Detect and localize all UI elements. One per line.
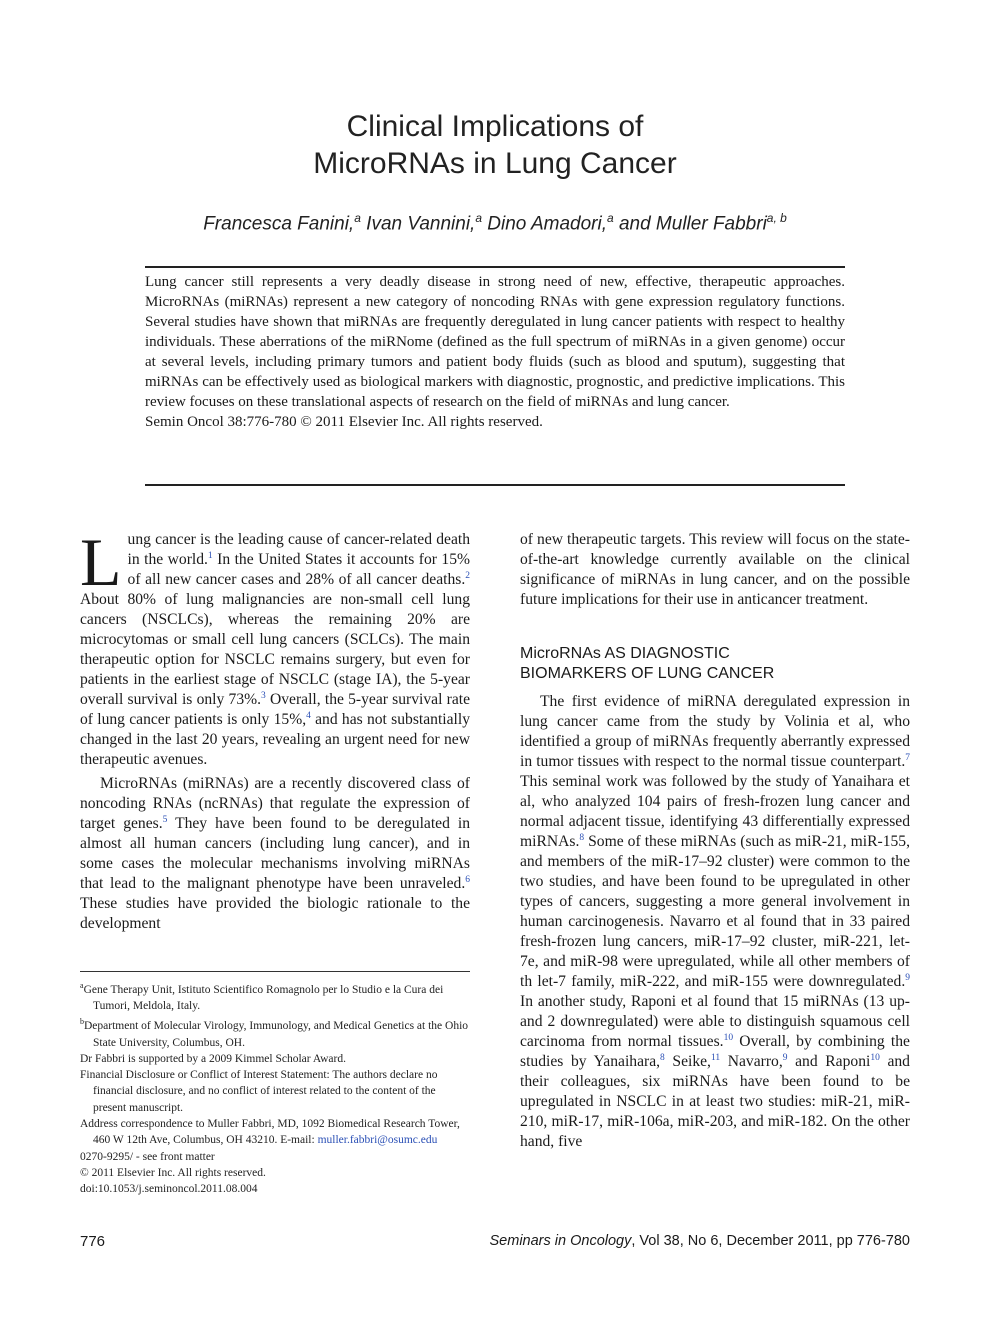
issn-note: 0270-9295/ - see front matter: [80, 1150, 215, 1163]
affiliation-a: [80, 978, 470, 1014]
drop-cap: L: [80, 524, 122, 600]
journal-name: Seminars in Oncology: [489, 1233, 632, 1249]
correspondence-note: [80, 1116, 470, 1149]
reference-link[interactable]: 8: [660, 1052, 665, 1063]
email-link[interactable]: muller.fabbri@osumc.edu: [317, 1134, 438, 1147]
support-note: Dr Fabbri is supported by a 2009 Kimmel Scholar Award.: [80, 1052, 346, 1065]
text-run: This seminal work was followed by the study of Yanaihara et al, who analyzed 104 pairs of fresh-frozen lung cancer and normal adjacent tissue, identifying 43 differentially expressed miRNAs.: [520, 773, 910, 850]
text-run: MicroRNAs (miRNAs) are a recently discovered class of noncoding RNAs (ncRNAs) that regulate the expression of target genes.: [80, 775, 470, 832]
text-run: Some of these miRNAs (such as miR-21, miR-155, and members of the miR-17–92 cluster) were common to the two studies, and have been found to be upregulated in other types of cancers, suggesting a more general involvement in human carcinogenesis. Navarro et al found that in 33 paired fresh-frozen lung cancers, miR-17–92 cluster, miR-221, let-7e, and miR-98 were upregulated, while all other members of th let-7 family, miR-222, and miR-155 were downregulated.: [520, 833, 910, 990]
footnote-rule: [80, 971, 470, 972]
text-run: The first evidence of miRNA deregulated expression in lung cancer came from the study by Volinia et al, who identified a group of miRNAs frequently aberrantly expressed in tumor tissues with respect to the normal tissue counterpart.: [520, 693, 910, 770]
reference-link[interactable]: 7: [905, 752, 910, 763]
text-run: In another study, Raponi et al found that 15 miRNAs (13 up- and 2 downregulated) were able to distinguish squamous cell carcinoma from normal tissues.: [520, 993, 910, 1050]
reference-link[interactable]: 1: [207, 550, 213, 561]
section-heading-line-2: BIOMARKERS OF LUNG CANCER: [520, 665, 775, 682]
article-title: [0, 108, 990, 182]
abstract-text: Lung cancer still represents a very deadly disease in strong need of new, effective, therapeutic approaches. MicroRNAs (miRNAs) represent a new category of noncoding RNAs with gene expression regulatory functions. Several studies have shown that miRNAs are frequently deregulated in lung cancer patients with respect to healthy individuals. These aberrations of the miRNome (defined as the full spectrum of miRNAs in a given genome) occur at several levels, including primary tumors and patient body fluids (such as blood and sputum), suggesting that miRNAs can be effectively used as biological markers with diagnostic, prognostic, and predictive implications. This review focuses on these translational aspects of research on the field of miRNAs and lung cancer.: [145, 274, 845, 410]
left-column: [80, 524, 471, 934]
intro-paragraph-3: of new therapeutic targets. This review will focus on the state-of-the-art knowledge currently available on the clinical significance of miRNAs in lung cancer, and on the possible future implications for their use in anticancer treatment.: [520, 531, 910, 608]
intro-paragraph-2: [80, 774, 470, 934]
footnotes: [80, 978, 470, 1198]
reference-link[interactable]: 2: [465, 570, 470, 581]
correspondence-address: Address correspondence to Muller Fabbri, MD, 1092 Biomedical Research Tower, 460 W 12th Ave, Columbus, OH 43210. E-mail:: [80, 1118, 460, 1147]
reference-link[interactable]: 9: [782, 1052, 788, 1063]
affiliation-mark: b: [80, 1017, 84, 1027]
copyright-note: © 2011 Elsevier Inc. All rights reserved.: [80, 1166, 266, 1179]
author-affiliation: a, b: [766, 211, 787, 225]
affiliation-mark: a: [80, 981, 84, 990]
abstract-citation: Semin Oncol 38:776-780 © 2011 Elsevier Inc. All rights reserved.: [145, 414, 543, 430]
abstract-bottom-rule: [145, 484, 845, 486]
text-run: These studies have provided the biologic rationale to the development: [80, 895, 470, 932]
text-run: About 80% of lung malignancies are non-small cell lung cancers (NSCLCs), whereas the remaining 20% are microcytomas or small cell lung cancers (SCLCs). The main therapeutic option for NSCLC remains surgery, but even for patients in the earliest stage of NSCLC (stage IA), the 5-year overall survival is only 73%.: [80, 591, 470, 708]
affiliation-b: [80, 1014, 470, 1050]
author-affiliation: a: [606, 211, 614, 225]
affiliation-text: Gene Therapy Unit, Istituto Scientifico Romagnolo per lo Studio e la Cura dei Tumori, Meldola, Italy.: [83, 983, 444, 1013]
page-number: 776: [80, 1233, 106, 1250]
reference-link[interactable]: 10: [723, 1032, 734, 1043]
reference-link[interactable]: 3: [261, 690, 266, 701]
text-run: Navarro,: [720, 1053, 783, 1070]
author-affiliation: a: [475, 211, 483, 225]
text-run: In the United States it accounts for 15% of all new cancer cases and 28% of all cancer deaths.: [127, 551, 471, 588]
reference-link[interactable]: 4: [306, 710, 311, 721]
text-run: ung cancer is the leading cause of cancer-related death in the world.: [127, 531, 470, 568]
text-run: and Raponi: [787, 1053, 871, 1070]
section-heading: [520, 644, 910, 684]
author-list: [0, 205, 990, 237]
text-run: and has not substantially changed in the last 20 years, revealing an urgent need for new therapeutic avenues.: [80, 711, 470, 768]
reference-link[interactable]: 9: [905, 972, 910, 983]
journal-details: , Vol 38, No 6, December 2011, pp 776-780: [631, 1233, 910, 1249]
title-line-1: Clinical Implications of: [346, 110, 644, 143]
reference-link[interactable]: 11: [710, 1052, 721, 1063]
doi-note: doi:10.1053/j.seminoncol.2011.08.004: [80, 1183, 258, 1196]
disclosure-note: Financial Disclosure or Conflict of Interest Statement: The authors declare no financial disclosure, and no conflict of interest related to the content of the present manuscript.: [80, 1069, 438, 1114]
biomarker-paragraph: [520, 692, 910, 1152]
author-name: Dino Amadori,: [487, 213, 607, 235]
abstract-top-rule: [145, 266, 845, 268]
section-heading-line-1: MicroRNAs AS DIAGNOSTIC: [520, 645, 730, 662]
reference-link[interactable]: 5: [162, 814, 168, 825]
journal-citation: [490, 1233, 910, 1249]
author-name: Francesca Fanini,: [203, 213, 355, 235]
affiliation-text: Department of Molecular Virology, Immunology, and Medical Genetics at the Ohio State University, Columbus, OH.: [84, 1020, 469, 1049]
text-run: Seike,: [664, 1053, 711, 1070]
text-run: and their colleagues, six miRNAs have been found to be upregulated in NSCLC in at least two studies: miR-21, miR-210, miR-17, miR-106a, miR-203, and miR-182. On the other hand, five: [520, 1053, 910, 1150]
title-line-2: MicroRNAs in Lung Cancer: [313, 147, 677, 180]
text-run: They have been found to be deregulated in almost all human cancers (including lung cancer), and in some cases the molecular mechanisms involving miRNAs that lead to the malignant phenotype have been unraveled.: [80, 815, 470, 892]
text-run: Overall, by combining the studies by Yanaihara,: [520, 1033, 910, 1070]
reference-link[interactable]: 6: [465, 874, 470, 885]
reference-link[interactable]: 8: [579, 832, 585, 843]
abstract: [145, 272, 845, 432]
intro-paragraph-1: [80, 524, 471, 770]
right-column: [520, 530, 910, 1152]
author-name: Ivan Vannini,: [366, 213, 476, 235]
author-name: and Muller Fabbri: [618, 213, 767, 235]
reference-link[interactable]: 10: [870, 1052, 880, 1063]
text-run: Overall, the 5-year survival rate of lung cancer patients is only 15%,: [80, 691, 470, 728]
author-affiliation: a: [354, 211, 361, 225]
